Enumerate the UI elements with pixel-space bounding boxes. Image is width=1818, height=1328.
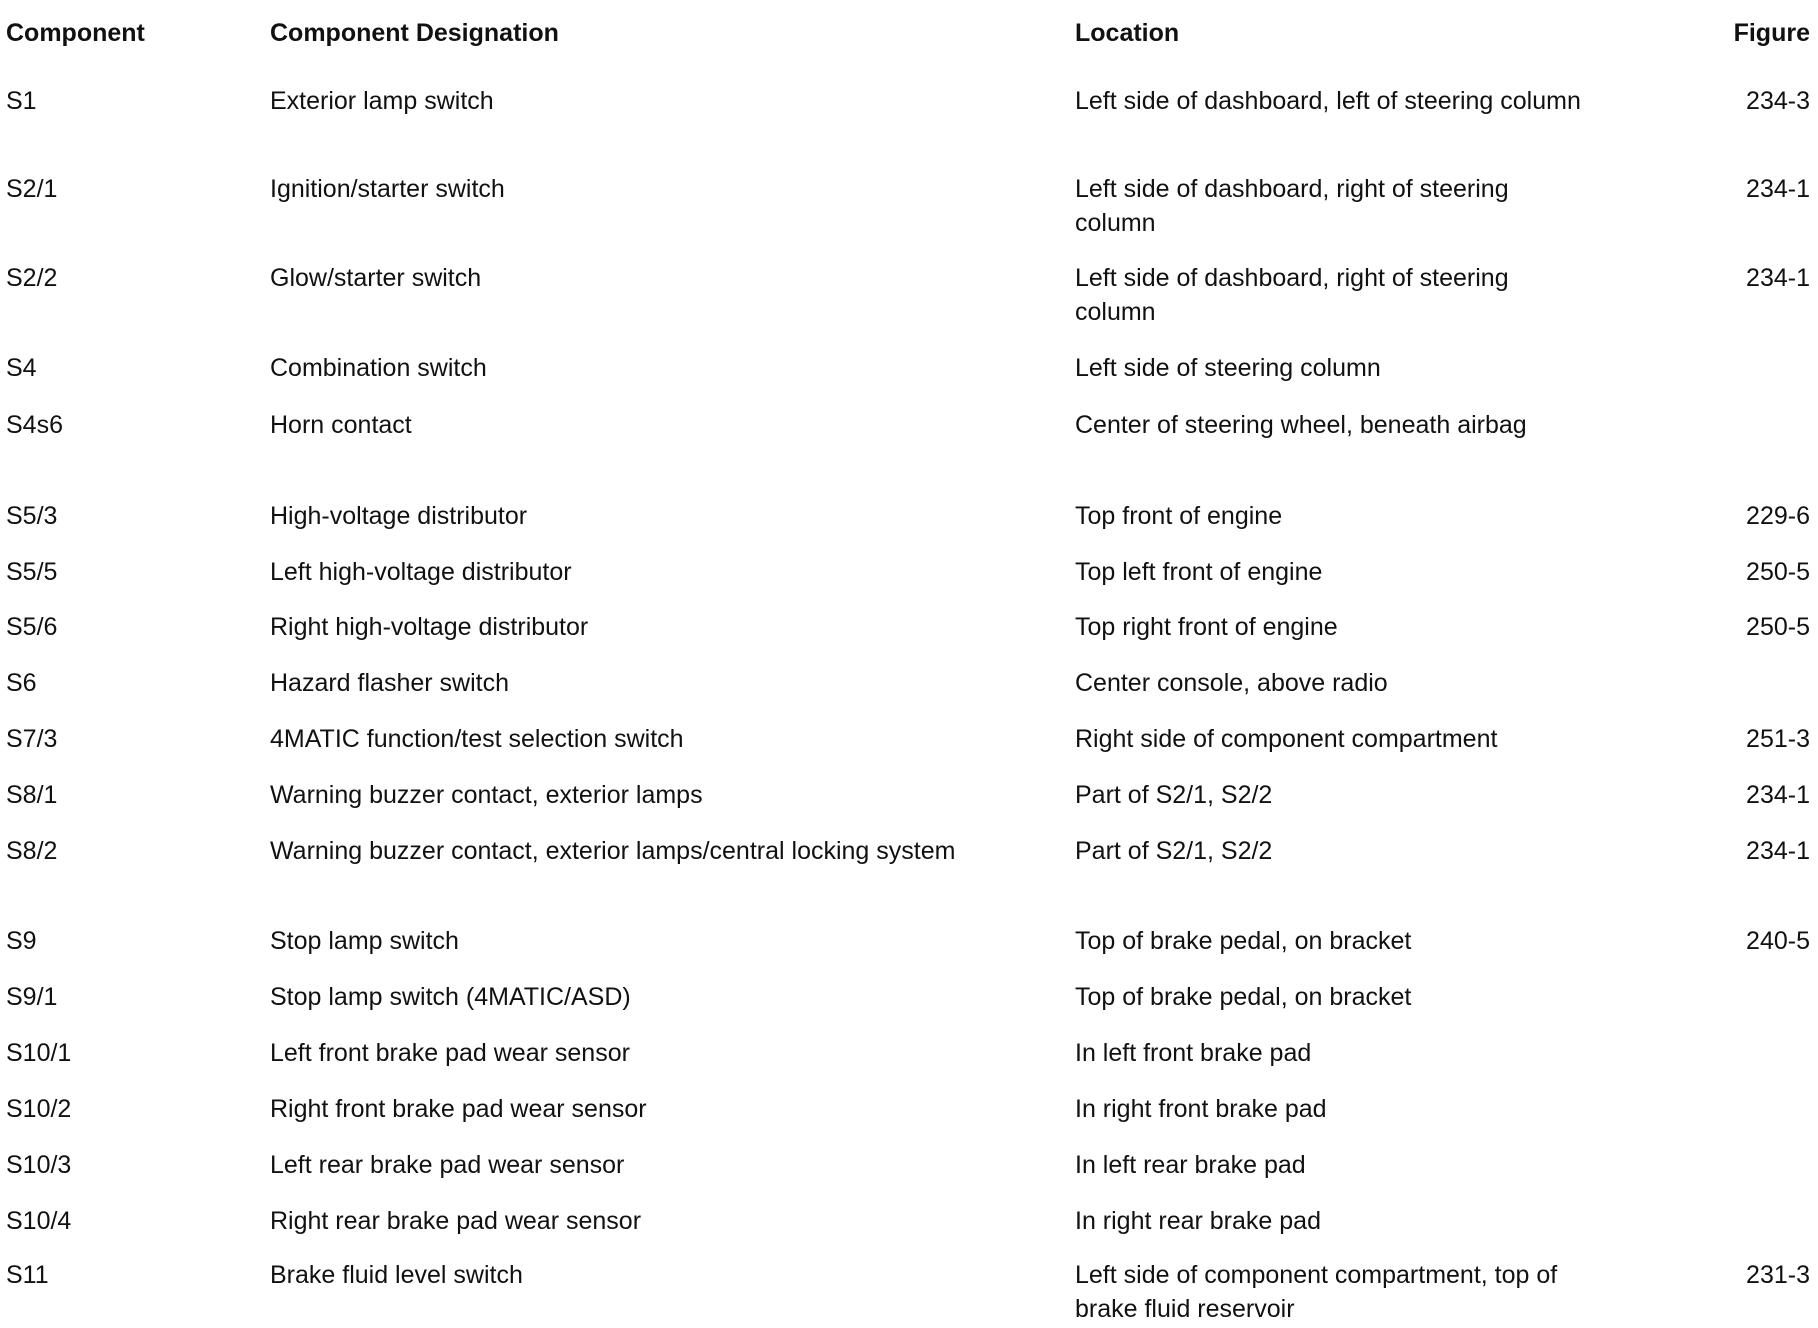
cell-figure: 250-5: [1746, 613, 1810, 641]
cell-location: In left rear brake pad: [1075, 1151, 1306, 1179]
cell-figure: 229-6: [1746, 502, 1810, 530]
cell-figure: 251-3: [1746, 725, 1810, 753]
table-header: [0, 16, 1818, 66]
cell-designation: Horn contact: [270, 411, 412, 439]
table-row: [0, 555, 1818, 605]
table-row: [0, 172, 1818, 237]
cell-designation: Combination switch: [270, 354, 487, 382]
cell-component: S4: [6, 354, 37, 382]
cell-figure: 240-5: [1746, 927, 1810, 955]
cell-location: Top of brake pedal, on bracket: [1075, 927, 1412, 955]
cell-figure: 234-1: [1746, 837, 1810, 865]
cell-figure: 234-1: [1746, 264, 1810, 292]
cell-location: Left side of dashboard, left of steering column: [1075, 87, 1581, 115]
cell-designation: Stop lamp switch: [270, 927, 459, 955]
table-row: [0, 351, 1818, 401]
cell-designation: Warning buzzer contact, exterior lamps/central locking system: [270, 837, 956, 865]
table-row: [0, 1092, 1818, 1142]
cell-component: S7/3: [6, 725, 58, 753]
table-row: [0, 666, 1818, 716]
cell-location: Left side of steering column: [1075, 354, 1381, 382]
cell-location: Right side of component compartment: [1075, 725, 1498, 753]
table-row: [0, 1036, 1818, 1086]
header-location: Location: [1075, 19, 1180, 47]
cell-figure: 234-3: [1746, 87, 1810, 115]
cell-component: S9/1: [6, 983, 58, 1011]
cell-figure: 234-1: [1746, 175, 1810, 203]
table-row: [0, 499, 1818, 549]
cell-component: S5/5: [6, 558, 58, 586]
cell-component: S10/1: [6, 1039, 72, 1067]
cell-location: Center console, above radio: [1075, 669, 1388, 697]
table-row: [0, 834, 1818, 884]
cell-figure: 231-3: [1746, 1261, 1810, 1289]
table-row: [0, 980, 1818, 1030]
table-row: [0, 1204, 1818, 1254]
table-row: [0, 778, 1818, 828]
cell-designation: 4MATIC function/test selection switch: [270, 725, 684, 753]
cell-component: S6: [6, 669, 37, 697]
cell-designation: Warning buzzer contact, exterior lamps: [270, 781, 703, 809]
table-row: [0, 408, 1818, 458]
cell-designation: High-voltage distributor: [270, 502, 528, 530]
cell-component: S5/3: [6, 502, 58, 530]
cell-location: Center of steering wheel, beneath airbag: [1075, 411, 1527, 439]
cell-location: Top front of engine: [1075, 502, 1283, 530]
cell-designation: Exterior lamp switch: [270, 87, 494, 115]
table-row: [0, 610, 1818, 660]
cell-component: S2/2: [6, 264, 58, 292]
cell-component: S8/1: [6, 781, 58, 809]
cell-figure: 234-1: [1746, 781, 1810, 809]
cell-component: S11: [6, 1261, 49, 1289]
header-component: Component: [6, 19, 145, 47]
table-row: [0, 84, 1818, 134]
cell-designation: Glow/starter switch: [270, 264, 482, 292]
cell-location: Part of S2/1, S2/2: [1075, 837, 1273, 865]
cell-figure: 250-5: [1746, 558, 1810, 586]
cell-designation: Hazard flasher switch: [270, 669, 509, 697]
cell-designation: Left high-voltage distributor: [270, 558, 572, 586]
cell-location: In right front brake pad: [1075, 1095, 1327, 1123]
cell-location: In right rear brake pad: [1075, 1207, 1321, 1235]
cell-location: Left side of component compartment, top of brake fluid reservoir: [1075, 1261, 1558, 1323]
cell-component: S9: [6, 927, 37, 955]
table-row: [0, 924, 1818, 974]
cell-designation: Right rear brake pad wear sensor: [270, 1207, 642, 1235]
cell-location: In left front brake pad: [1075, 1039, 1312, 1067]
cell-location: Top of brake pedal, on bracket: [1075, 983, 1412, 1011]
cell-component: S4s6: [6, 411, 63, 439]
cell-designation: Right high-voltage distributor: [270, 613, 589, 641]
cell-component: S2/1: [6, 175, 58, 203]
cell-component: S10/2: [6, 1095, 72, 1123]
cell-component: S8/2: [6, 837, 58, 865]
cell-component: S10/4: [6, 1207, 72, 1235]
cell-designation: Right front brake pad wear sensor: [270, 1095, 647, 1123]
cell-component: S5/6: [6, 613, 58, 641]
cell-location: Top right front of engine: [1075, 613, 1338, 641]
table-row: [0, 261, 1818, 326]
cell-designation: Stop lamp switch (4MATIC/ASD): [270, 983, 631, 1011]
cell-designation: Left rear brake pad wear sensor: [270, 1151, 625, 1179]
table-row: [0, 722, 1818, 772]
cell-designation: Brake fluid level switch: [270, 1261, 523, 1289]
cell-designation: Left front brake pad wear sensor: [270, 1039, 630, 1067]
cell-component: S10/3: [6, 1151, 72, 1179]
header-designation: Component Designation: [270, 19, 559, 47]
cell-location: Part of S2/1, S2/2: [1075, 781, 1273, 809]
table-row: [0, 1148, 1818, 1198]
cell-designation: Ignition/starter switch: [270, 175, 505, 203]
cell-location: Left side of dashboard, right of steering column: [1075, 264, 1509, 326]
table-row: [0, 1258, 1818, 1323]
cell-location: Top left front of engine: [1075, 558, 1323, 586]
header-figure: Figure: [1733, 19, 1810, 47]
cell-location: Left side of dashboard, right of steering column: [1075, 175, 1509, 237]
cell-component: S1: [6, 87, 37, 115]
